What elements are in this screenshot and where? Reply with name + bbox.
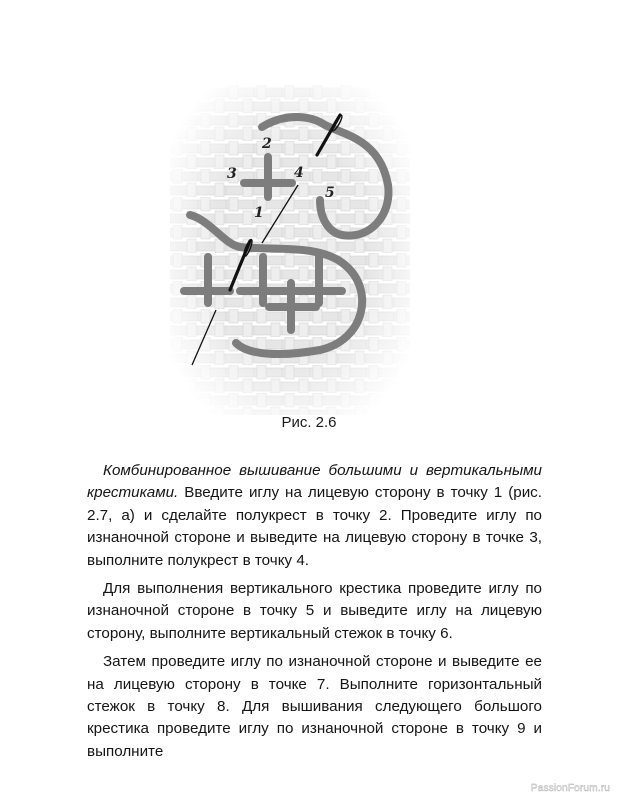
embroidery-illustration: [170, 85, 410, 415]
figure-caption: Рис. 2.6: [281, 414, 337, 431]
paragraph-1: [87, 460, 542, 572]
label-3: 3: [227, 166, 237, 182]
paragraph-1-lead: Комбинированное вышивание большими и вертикальными крестиками.: [87, 462, 542, 502]
label-5: 5: [325, 185, 335, 201]
paragraph-3: Затем проведите иглу по изнаночной стороне и выведите ее на лицевую сторону в точке 7. Выполните горизонтальный стежок в точку 8. Для вышивания следующего большого крестика проведите иглу по изнаночной стороне в точку 9 и выполните: [87, 653, 542, 760]
label-2: 2: [262, 136, 272, 152]
label-1: 1: [254, 205, 264, 221]
watermark: PassionForum.ru: [530, 783, 610, 794]
cross-stitch-diagram: [170, 85, 410, 415]
paragraph-1-text: Введите иглу на лицевую сторону в точку 1 (рис. 2.7, а) и сделайте полукрест в точку 2. Проведите иглу по изнаночной стороне и выведите на лицевую сторону в точке 3, выполните полукрест в точку 4.: [87, 484, 542, 569]
label-4: 4: [294, 165, 304, 181]
body-text: [87, 460, 542, 763]
paragraph-2: Для выполнения вертикального крестика проведите иглу по изнаночной стороне в точку 5 и выведите иглу на лицевую сторону, выполните вертикальный стежок в точку 6.: [87, 580, 542, 642]
